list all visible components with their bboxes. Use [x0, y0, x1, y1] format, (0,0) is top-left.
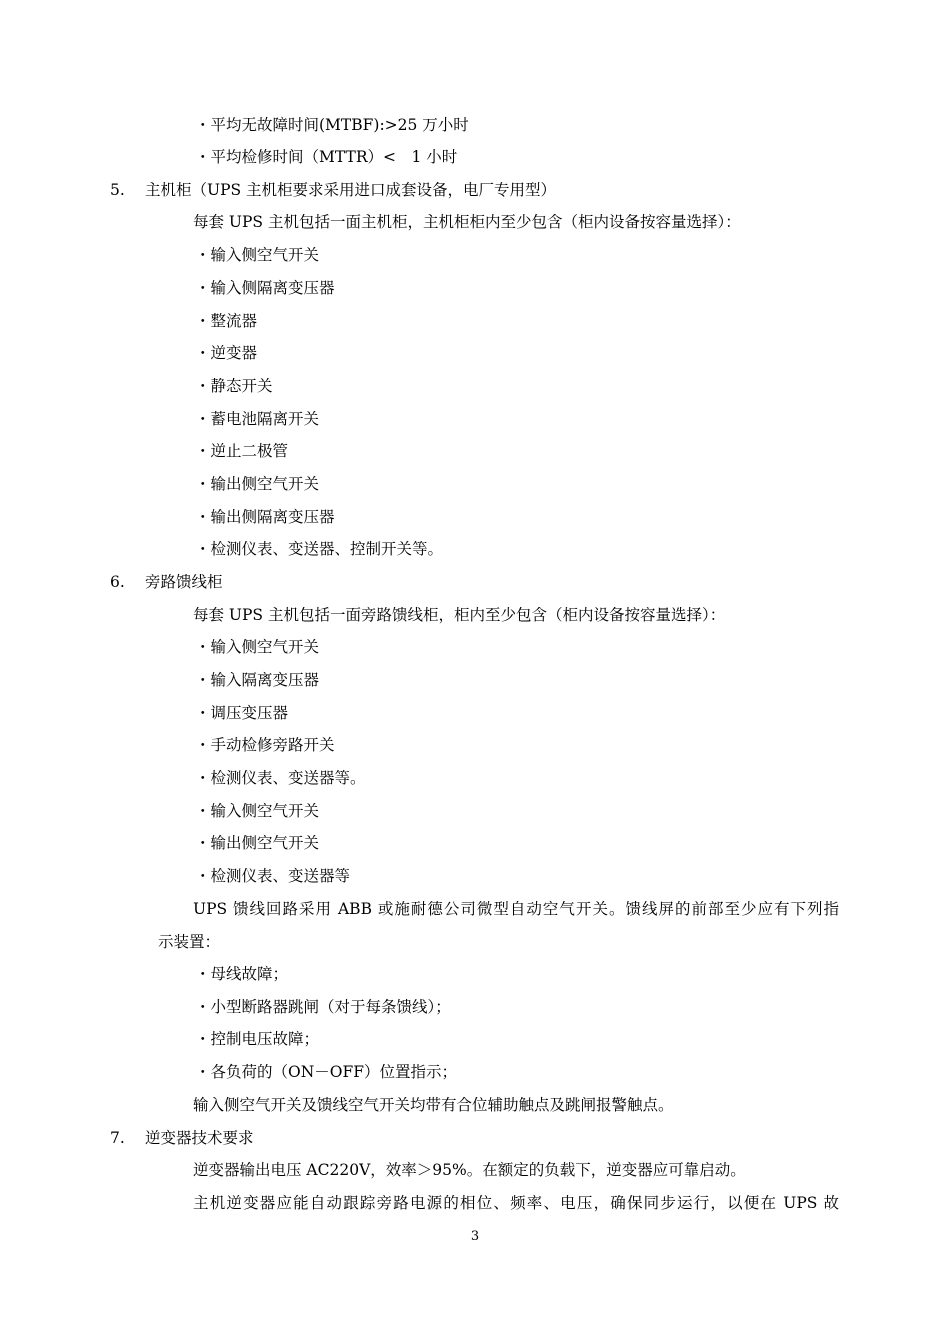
bullet-item: ・检测仪表、变送器等。	[195, 769, 366, 787]
bullet-item: ・输入侧空气开关	[195, 638, 320, 656]
bullet-item: ・逆变器	[195, 344, 258, 362]
bullet-item: ・输入侧空气开关	[195, 802, 320, 820]
section-number: 6.	[110, 573, 125, 591]
bullet-item: ・整流器	[195, 312, 258, 330]
bullet-item: ・检测仪表、变送器等	[195, 867, 351, 885]
bullet-item: ・蓄电池隔离开关	[195, 410, 320, 428]
bullet-item: ・输入隔离变压器	[195, 671, 320, 689]
bullet-item: ・输入侧空气开关	[195, 246, 320, 264]
bullet-item: ・母线故障；	[195, 965, 289, 983]
paragraph: UPS 馈线回路采用 ABB 或施耐德公司微型自动空气开关。馈线屏的前部至少应有下列指	[193, 900, 839, 918]
section-number: 5.	[110, 181, 125, 199]
section-title: 主机柜（UPS 主机柜要求采用进口成套设备，电厂专用型）	[145, 181, 557, 199]
bullet-item: ・输出侧空气开关	[195, 475, 320, 493]
page-number: 3	[470, 1229, 480, 1244]
bullet-item: ・平均检修时间（MTTR）< 1 小时	[195, 148, 458, 166]
bullet-item: ・平均无故障时间(MTBF):>25 万小时	[195, 116, 469, 134]
bullet-item: ・各负荷的（ON－OFF）位置指示；	[195, 1063, 457, 1081]
section-number: 7.	[110, 1129, 125, 1147]
bullet-item: ・输出侧空气开关	[195, 834, 320, 852]
paragraph: 逆变器输出电压 AC220V，效率＞95%。在额定的负载下，逆变器应可靠启动。	[193, 1161, 746, 1179]
section-title: 旁路馈线柜	[145, 573, 223, 591]
bullet-item: ・手动检修旁路开关	[195, 736, 335, 754]
bullet-item: ・小型断路器跳闸（对于每条馈线）；	[195, 998, 451, 1016]
paragraph-continuation: 示装置：	[158, 933, 221, 951]
paragraph: 输入侧空气开关及馈线空气开关均带有合位辅助触点及跳闸报警触点。	[193, 1096, 674, 1114]
bullet-item: ・调压变压器	[195, 704, 289, 722]
bullet-item: ・控制电压故障；	[195, 1030, 320, 1048]
section-title: 逆变器技术要求	[145, 1129, 254, 1147]
bullet-item: ・输入侧隔离变压器	[195, 279, 335, 297]
bullet-item: ・检测仪表、变送器、控制开关等。	[195, 540, 444, 558]
paragraph: 主机逆变器应能自动跟踪旁路电源的相位、频率、电压，确保同步运行，以便在 UPS 故	[193, 1194, 839, 1212]
paragraph: 每套 UPS 主机包括一面旁路馈线柜，柜内至少包含（柜内设备按容量选择）：	[193, 606, 726, 624]
bullet-item: ・逆止二极管	[195, 442, 289, 460]
paragraph: 每套 UPS 主机包括一面主机柜，主机柜柜内至少包含（柜内设备按容量选择）：	[193, 213, 741, 231]
bullet-item: ・输出侧隔离变压器	[195, 508, 335, 526]
bullet-item: ・静态开关	[195, 377, 273, 395]
